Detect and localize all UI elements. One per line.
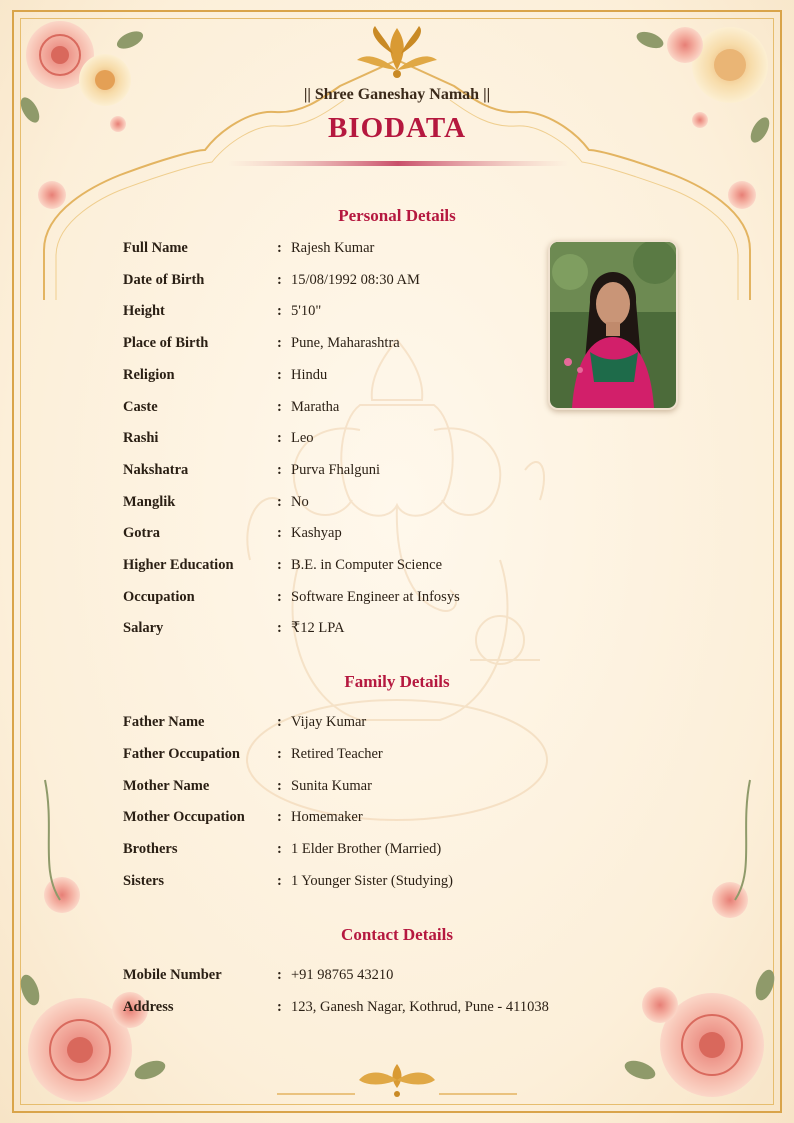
profile-photo <box>548 240 678 410</box>
detail-value: 15/08/1992 08:30 AM <box>291 271 420 288</box>
detail-label: Gotra <box>123 525 161 542</box>
detail-value: Homemaker <box>291 809 363 826</box>
detail-value: 123, Ganesh Nagar, Kothrud, Pune - 411038 <box>291 999 549 1015</box>
detail-label: Place of Birth <box>123 335 209 352</box>
detail-separator: : <box>277 745 282 762</box>
detail-label: Mobile Number <box>123 967 222 983</box>
detail-separator: : <box>277 240 282 256</box>
detail-label: Father Occupation <box>123 745 240 762</box>
detail-separator: : <box>277 461 282 478</box>
detail-value: Maratha <box>291 398 340 415</box>
detail-separator: : <box>277 841 282 858</box>
detail-separator: : <box>277 303 282 320</box>
detail-label: Higher Education <box>123 557 234 573</box>
contact-details-title: Contact Details <box>341 925 453 944</box>
detail-label: Rashi <box>123 430 159 447</box>
detail-separator: : <box>277 430 282 447</box>
detail-label: Manglik <box>123 493 176 510</box>
top-lotus-ornament-icon <box>357 26 437 78</box>
detail-label: Mother Name <box>123 777 210 794</box>
detail-value: Purva Fhalguni <box>291 461 381 478</box>
detail-value: Kashyap <box>291 525 342 542</box>
page-title: BIODATA <box>327 112 467 144</box>
detail-label: Height <box>123 303 165 320</box>
detail-label: Religion <box>123 366 175 383</box>
detail-value: Vijay Kumar <box>291 714 367 730</box>
detail-label: Address <box>123 999 174 1015</box>
invocation-text: || Shree Ganeshay Namah || <box>303 86 491 103</box>
detail-value: Sunita Kumar <box>291 777 372 794</box>
detail-label: Full Name <box>123 240 188 256</box>
detail-separator: : <box>277 366 282 383</box>
detail-value: 5'10" <box>291 303 322 320</box>
detail-separator: : <box>277 335 282 352</box>
detail-value: Rajesh Kumar <box>291 240 375 256</box>
detail-separator: : <box>277 809 282 826</box>
detail-separator: : <box>277 588 282 605</box>
detail-separator: : <box>277 271 282 288</box>
detail-separator: : <box>277 493 282 510</box>
bottom-lotus-ornament-icon <box>277 1064 517 1097</box>
family-details-title: Family Details <box>344 672 450 691</box>
detail-value: Leo <box>291 430 314 447</box>
detail-separator: : <box>277 777 282 794</box>
detail-label: Date of Birth <box>123 271 205 288</box>
detail-value: Hindu <box>291 366 328 383</box>
detail-label: Nakshatra <box>123 461 189 478</box>
detail-label: Salary <box>123 620 164 637</box>
detail-value: 1 Younger Sister (Studying) <box>291 873 453 889</box>
title-divider <box>228 161 568 166</box>
detail-value: Software Engineer at Infosys <box>291 588 460 605</box>
detail-separator: : <box>277 557 282 573</box>
detail-value: Pune, Maharashtra <box>291 335 400 352</box>
personal-details-title: Personal Details <box>338 206 456 225</box>
detail-label: Caste <box>123 398 158 415</box>
detail-value: +91 98765 43210 <box>291 967 394 983</box>
detail-separator: : <box>277 967 282 983</box>
detail-label: Father Name <box>123 714 205 730</box>
detail-label: Brothers <box>123 841 178 858</box>
detail-value: ₹12 LPA <box>291 620 345 637</box>
detail-value: Retired Teacher <box>291 745 383 762</box>
detail-value: 1 Elder Brother (Married) <box>291 841 442 858</box>
detail-label: Mother Occupation <box>123 809 245 826</box>
detail-separator: : <box>277 873 282 889</box>
detail-separator: : <box>277 620 282 637</box>
detail-separator: : <box>277 999 282 1015</box>
detail-label: Occupation <box>123 588 195 605</box>
detail-separator: : <box>277 714 282 730</box>
portrait-image <box>550 242 676 408</box>
detail-separator: : <box>277 525 282 542</box>
detail-value: B.E. in Computer Science <box>291 557 443 573</box>
detail-separator: : <box>277 398 282 415</box>
detail-label: Sisters <box>123 873 165 889</box>
detail-value: No <box>291 493 309 510</box>
